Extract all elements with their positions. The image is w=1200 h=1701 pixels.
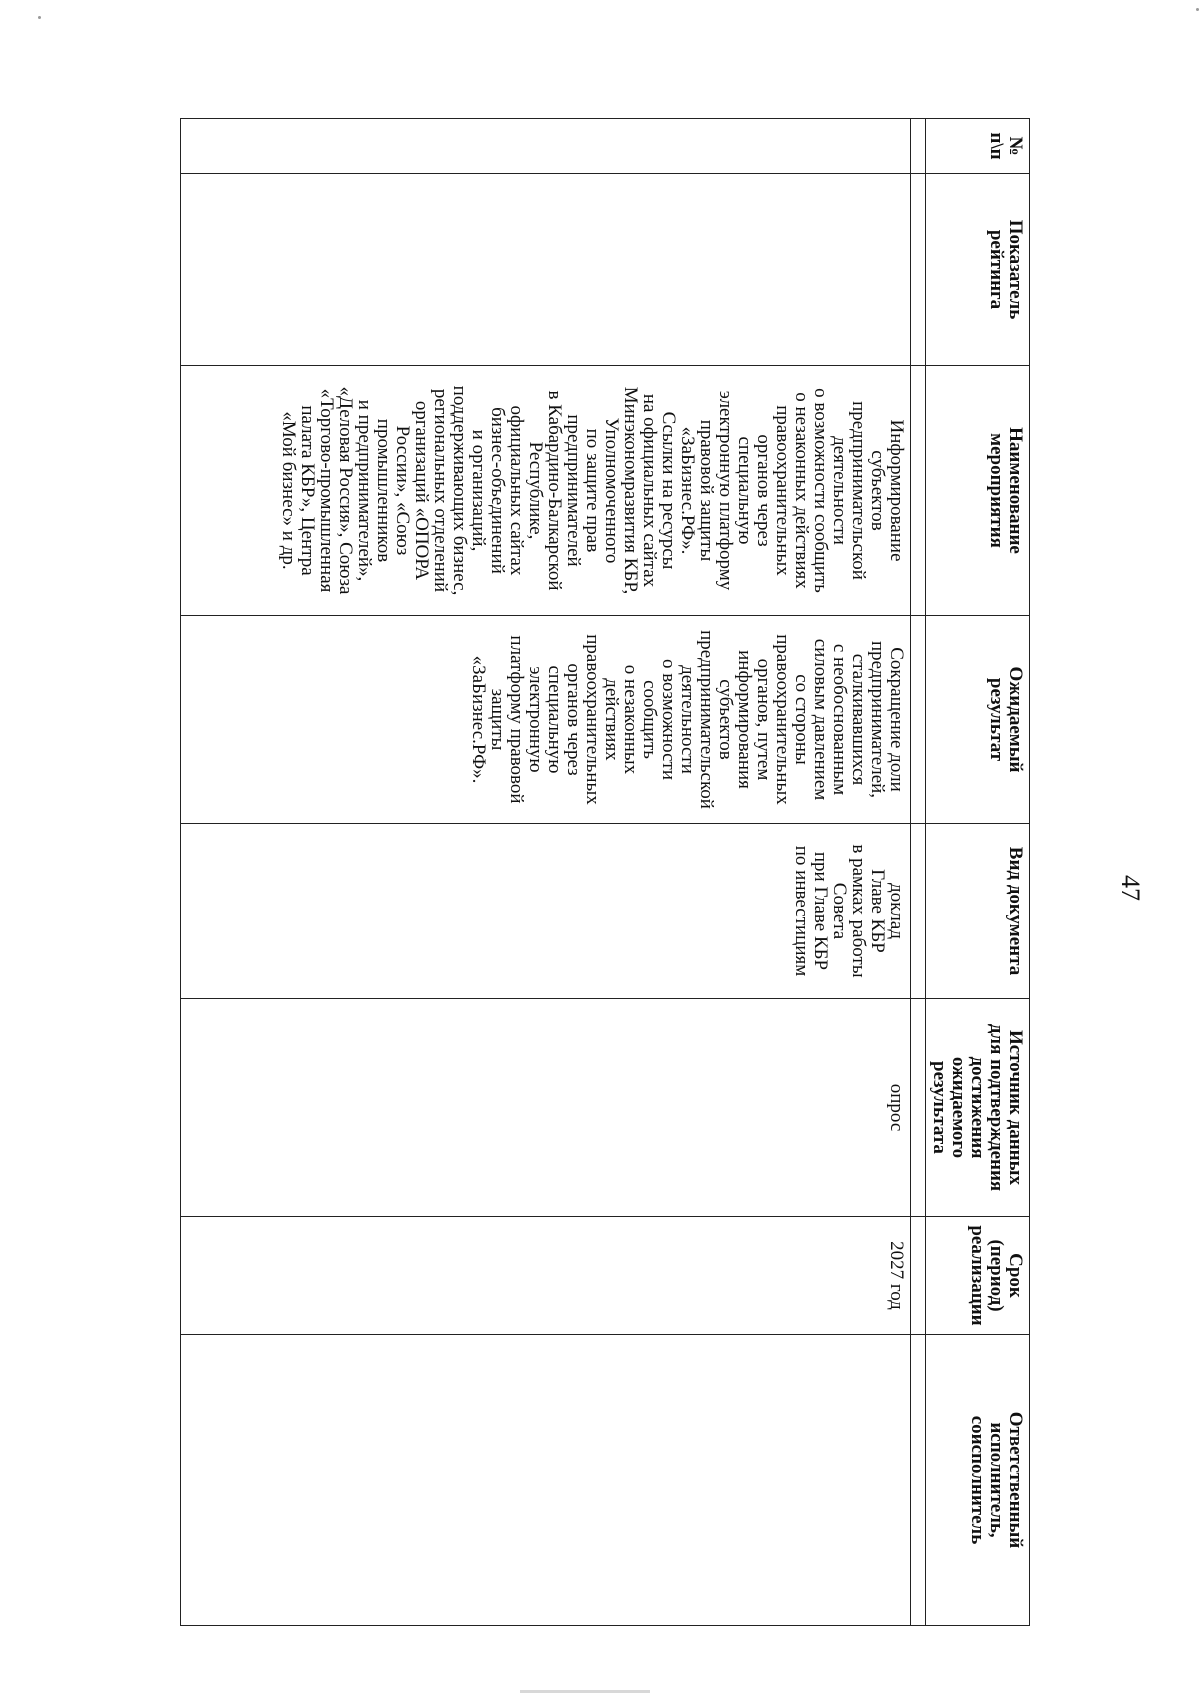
cell-document-type: доклад Главе КБР в рамках работы Совета при Главе КБР по инвестициям [181, 824, 911, 999]
header-data-source: Источник данных для подтверждения достижения ожидаемого результата [926, 999, 1030, 1217]
table-separator-row [911, 119, 926, 1626]
separator-cell [911, 616, 926, 824]
measures-table [180, 118, 1030, 1626]
header-document-type: Вид документа [926, 824, 1030, 999]
cell-responsible [181, 1335, 911, 1626]
cell-period: 2027 год [181, 1217, 911, 1335]
table-header-row [926, 119, 1030, 1626]
separator-cell [911, 174, 926, 366]
cell-number [181, 119, 911, 174]
header-number: № п\п [926, 119, 1030, 174]
separator-cell [911, 999, 926, 1217]
separator-cell [911, 824, 926, 999]
header-indicator: Показатель рейтинга [926, 174, 1030, 366]
page-number: 47 [1116, 875, 1145, 901]
header-expected-result: Ожидаемый результат [926, 616, 1030, 824]
cell-expected-result: Сокращение доли предпринимателей, сталкивавшихся с необоснованным силовым давлением со стороны правоохранительных органов, путем информирования субъектов предпринимательской деятельности о возможности сообщить о незаконных действиях правоохранительных органов через специальную электронную платформу правовой защиты «ЗаБизнес.РФ». [181, 616, 911, 824]
cell-data-source: опрос [181, 999, 911, 1217]
rotated-table-container [180, 118, 1030, 1625]
separator-cell [911, 366, 926, 616]
scan-speck [1196, 8, 1199, 11]
separator-cell [911, 1217, 926, 1335]
cell-activity: Информирование субъектов предпринимательской деятельности о возможности сообщить о незаконных действиях правоохранительных органов через специальную электронную платформу правовой защиты «ЗаБизнес.РФ». Ссылки на ресурсы на официальных сайтах Минэкономразвития КБР, Уполномоченного по защите прав предпринимателей в Кабардино-Балкарской Республике, официальных сайтах бизнес-объединений и организаций, поддерживающих бизнес, региональных отделений организаций «ОПОРА России», «Союз промышленников и предпринимателей», «Деловая Россия», Союза «Торгово-промышленная палата КБР», Центра «Мой бизнес» и др. [181, 366, 911, 616]
separator-cell [911, 1335, 926, 1626]
separator-cell [911, 119, 926, 174]
header-activity: Наименование мероприятия [926, 366, 1030, 616]
scan-edge-mark [520, 1690, 650, 1693]
cell-indicator [181, 174, 911, 366]
header-responsible: Ответственный исполнитель, соисполнитель [926, 1335, 1030, 1626]
header-period: Срок (период) реализации [926, 1217, 1030, 1335]
scan-speck [38, 16, 41, 19]
table-row [181, 119, 911, 1626]
